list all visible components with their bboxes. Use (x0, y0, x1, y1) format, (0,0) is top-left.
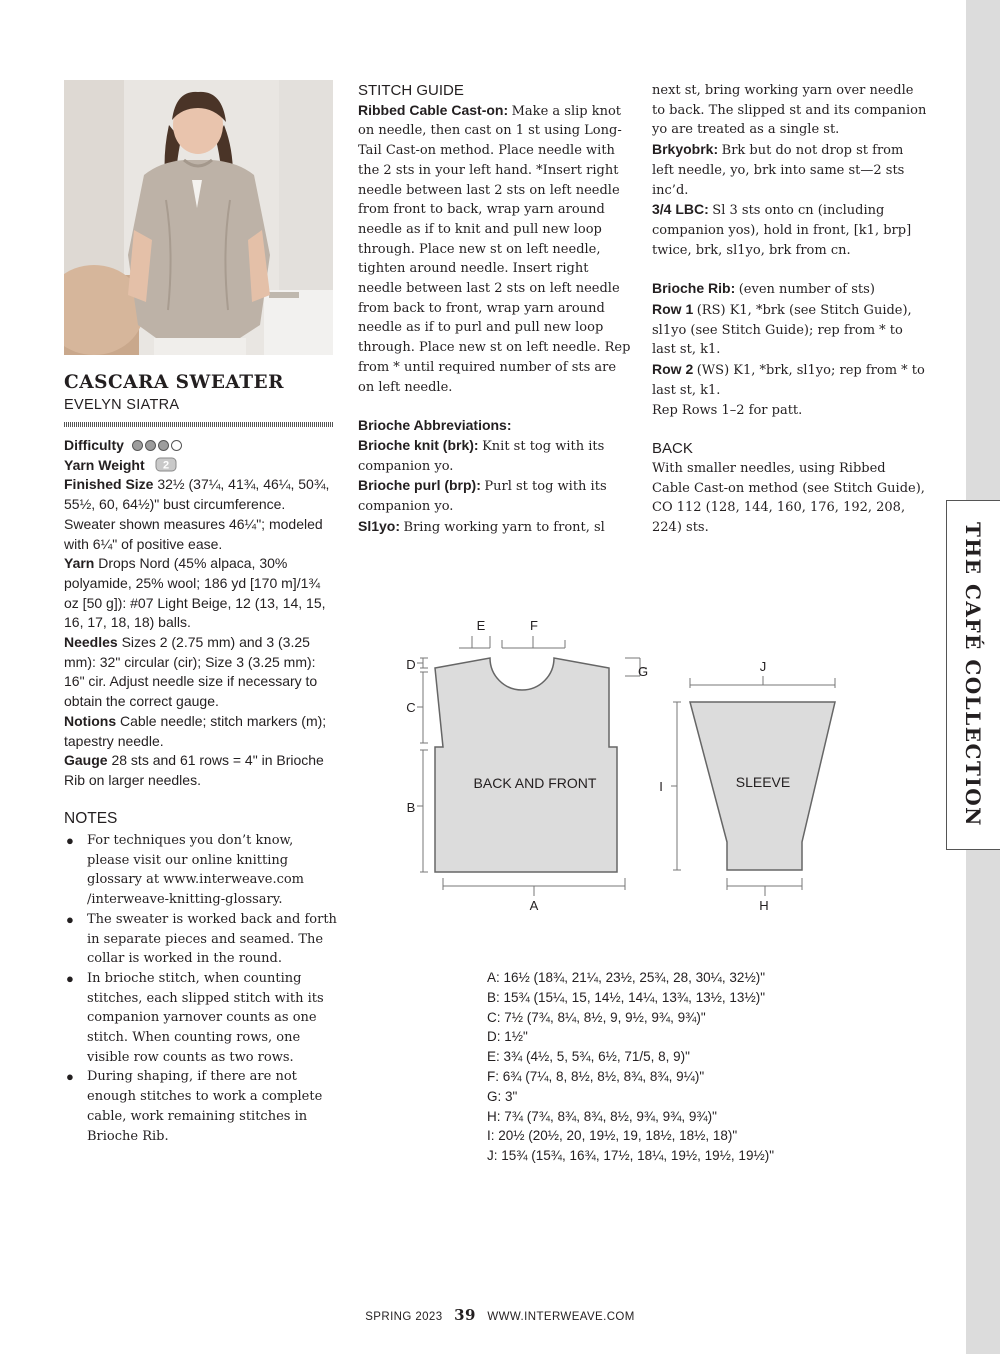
measurement-c: C: 7½ (7¾, 8¼, 8½, 9, 9½, 9¾, 9¾)" (487, 1009, 706, 1025)
list-item: ● For techniques you don’t know, please visit our online knitting glossary at www.interweave.com /interweave-knitting-glossary. (66, 833, 305, 908)
measurement-i: I: 20½ (20½, 20, 19½, 19, 18½, 18½, 18)" (487, 1128, 738, 1144)
yarn-weight-line: Yarn Weight 2 (64, 456, 336, 476)
difficulty-dot-filled (158, 440, 169, 451)
specs-section (64, 436, 336, 791)
measurement-h: H: 7¾ (7¾, 8¾, 8¾, 8½, 9¾, 9¾, 9¾)" (487, 1108, 717, 1124)
dim-label-g: G (637, 664, 649, 679)
dim-label-f: F (530, 618, 538, 633)
dim-label-b: B (406, 800, 416, 815)
stitch-guide-continued (652, 81, 927, 538)
difficulty-dot-filled (145, 440, 156, 451)
stitch-guide-heading: STITCH GUIDE (358, 82, 464, 99)
difficulty-dot-filled (132, 440, 143, 451)
difficulty-line: Difficulty (64, 436, 336, 456)
dim-label-i: I (659, 779, 663, 794)
abbreviations-heading: Brioche Abbreviations: (358, 417, 512, 434)
abbrev-brp: Brioche purl (brp): Purl st tog with its companion yo. (358, 477, 607, 515)
cast-on-instructions: Ribbed Cable Cast-on: Make a slip knot on needle, then cast on 1 st using Long-Tail Cast-on method. Place needle with the 2 sts in your left hand. *Insert right needle between last 2 sts on left needle from front to back, wrap yarn around needle as if to knit and pull new loop through. Place new st on left needle, tighten around needle. Insert right needle between last 2 sts on left needle from back to front, wrap yarn around needle as if to purl and pull new loop through. Place new st on left needle. Rep from * until required number of sts are on left needle. (358, 101, 631, 395)
back-instructions: With smaller needles, using Ribbed Cable Cast-on method (see Stitch Guide), CO 112 (128, 144, 160, 176, 192, 208, 224) sts. (652, 460, 925, 536)
dim-label-e: E (476, 618, 486, 633)
list-item: ● In brioche stitch, when counting stitches, each slipped stitch with its companion yarnover counts as one stitch. When counting rows, one visible row counts as two rows. (66, 970, 324, 1065)
dim-label-j: J (759, 659, 767, 674)
designer-name: EVELYN SIATRA (64, 397, 180, 413)
list-item: ● During shaping, if there are not enough stitches to work a complete cable, work remaining stitches in Brioche Rib. (66, 1069, 323, 1144)
measurement-e: E: 3¾ (4½, 5, 5¾, 6½, 71/5, 8, 9)" (487, 1049, 690, 1065)
dim-label-a: A (529, 898, 539, 913)
model-photo (64, 80, 333, 355)
list-item: ● The sweater is worked back and forth in separate pieces and seamed. The collar is worked in the round. (66, 911, 337, 967)
section-tab-label: THE CAFÉ COLLECTION (961, 521, 985, 827)
back-heading: BACK (652, 440, 693, 458)
notes-heading: NOTES (64, 810, 118, 827)
sleeve-label: SLEEVE (735, 774, 791, 790)
body-label: BACK AND FRONT (473, 775, 597, 791)
title-rule (64, 422, 333, 427)
dim-label-c: C (406, 700, 416, 715)
body-piece (435, 658, 617, 872)
pattern-title: CASCARA SWEATER (64, 372, 285, 393)
yarn-weight-icon (155, 457, 177, 472)
schematic-diagram (395, 610, 855, 920)
gauge-spec: Gauge 28 sts and 61 rows = 4" in Brioche Rib on larger needles. (64, 752, 324, 788)
difficulty-rating (132, 440, 182, 451)
row-1: Row 1 (RS) K1, *brk (see Stitch Guide), sl1yo (see Stitch Guide); rep from * to last st, k1. (652, 301, 912, 358)
measurements-list (487, 968, 817, 1166)
brioche-rib: Brioche Rib: (even number of sts) (652, 280, 875, 298)
row-2: Row 2 (WS) K1, *brk, sl1yo; rep from * to last st, k1. (652, 361, 925, 398)
abbrev-brkyobrk: Brkyobrk: Brk but do not drop st from left needle, yo, brk into same st—2 sts inc’d. (652, 141, 905, 198)
yarn-spec: Yarn Drops Nord (45% alpaca, 30% polyamide, 25% wool; 186 yd [170 m]/1¾ oz [50 g]): #07 Light Beige, 12 (13, 14, 15, 16, 17, 18, 18) balls. (64, 555, 326, 631)
notes-list (64, 831, 339, 1146)
stitch-guide-section (358, 81, 633, 537)
abbrev-sl1yo: Sl1yo: Bring working yarn to front, sl (358, 517, 605, 535)
measurement-b: B: 15¾ (15¼, 15, 14½, 14¼, 13¾, 13½, 13½)" (487, 989, 765, 1005)
notions-spec: Notions Cable needle; stitch markers (m); tapestry needle. (64, 712, 327, 749)
page-number: 39 (454, 1306, 476, 1324)
measurement-d: D: 1½" (487, 1029, 528, 1045)
finished-size: Finished Size 32½ (37¼, 41¾, 46¼, 50¾, 55½, 60, 64½)" bust circumference. Sweater shown measures 46¼"; modeled with 6¼" of positive ease. (64, 476, 330, 552)
svg-text:2: 2 (162, 459, 169, 472)
footer-issue: SPRING 2023 (365, 1311, 443, 1323)
measurement-g: G: 3" (487, 1088, 518, 1104)
page-footer (0, 1306, 1000, 1324)
difficulty-dot-empty (171, 440, 182, 451)
footer-url: WWW.INTERWEAVE.COM (487, 1311, 635, 1323)
abbrev-lbc: 3/4 LBC: Sl 3 sts onto cn (including companion yos), hold in front, [k1, brp] twice, brk, sl1yo, brk from cn. (652, 201, 912, 258)
dim-label-d: D (406, 657, 416, 672)
measurement-j: J: 15¾ (15¾, 16¾, 17½, 18¼, 19½, 19½, 19½)" (487, 1148, 774, 1164)
needles-spec: Needles Sizes 2 (2.75 mm) and 3 (3.25 mm): 32" circular (cir); Size 3 (3.25 mm): 16" cir. Adjust needle size if necessary to obtain the correct gauge. (64, 634, 318, 710)
measurement-a: A: 16½ (18¾, 21¼, 23½, 25¾, 28, 30¼, 32½)" (487, 970, 765, 985)
abbrev-brk: Brioche knit (brk): Knit st tog with its companion yo. (358, 436, 605, 474)
measurement-f: F: 6¾ (7¼, 8, 8½, 8½, 8¾, 8¾, 9¼)" (487, 1068, 705, 1084)
dim-label-h: H (759, 898, 769, 913)
repeat-rows: Rep Rows 1–2 for patt. (652, 402, 803, 418)
sl1yo-continued: next st, bring working yarn over needle to back. The slipped st and its companion yo are treated as a single st. (652, 83, 927, 138)
